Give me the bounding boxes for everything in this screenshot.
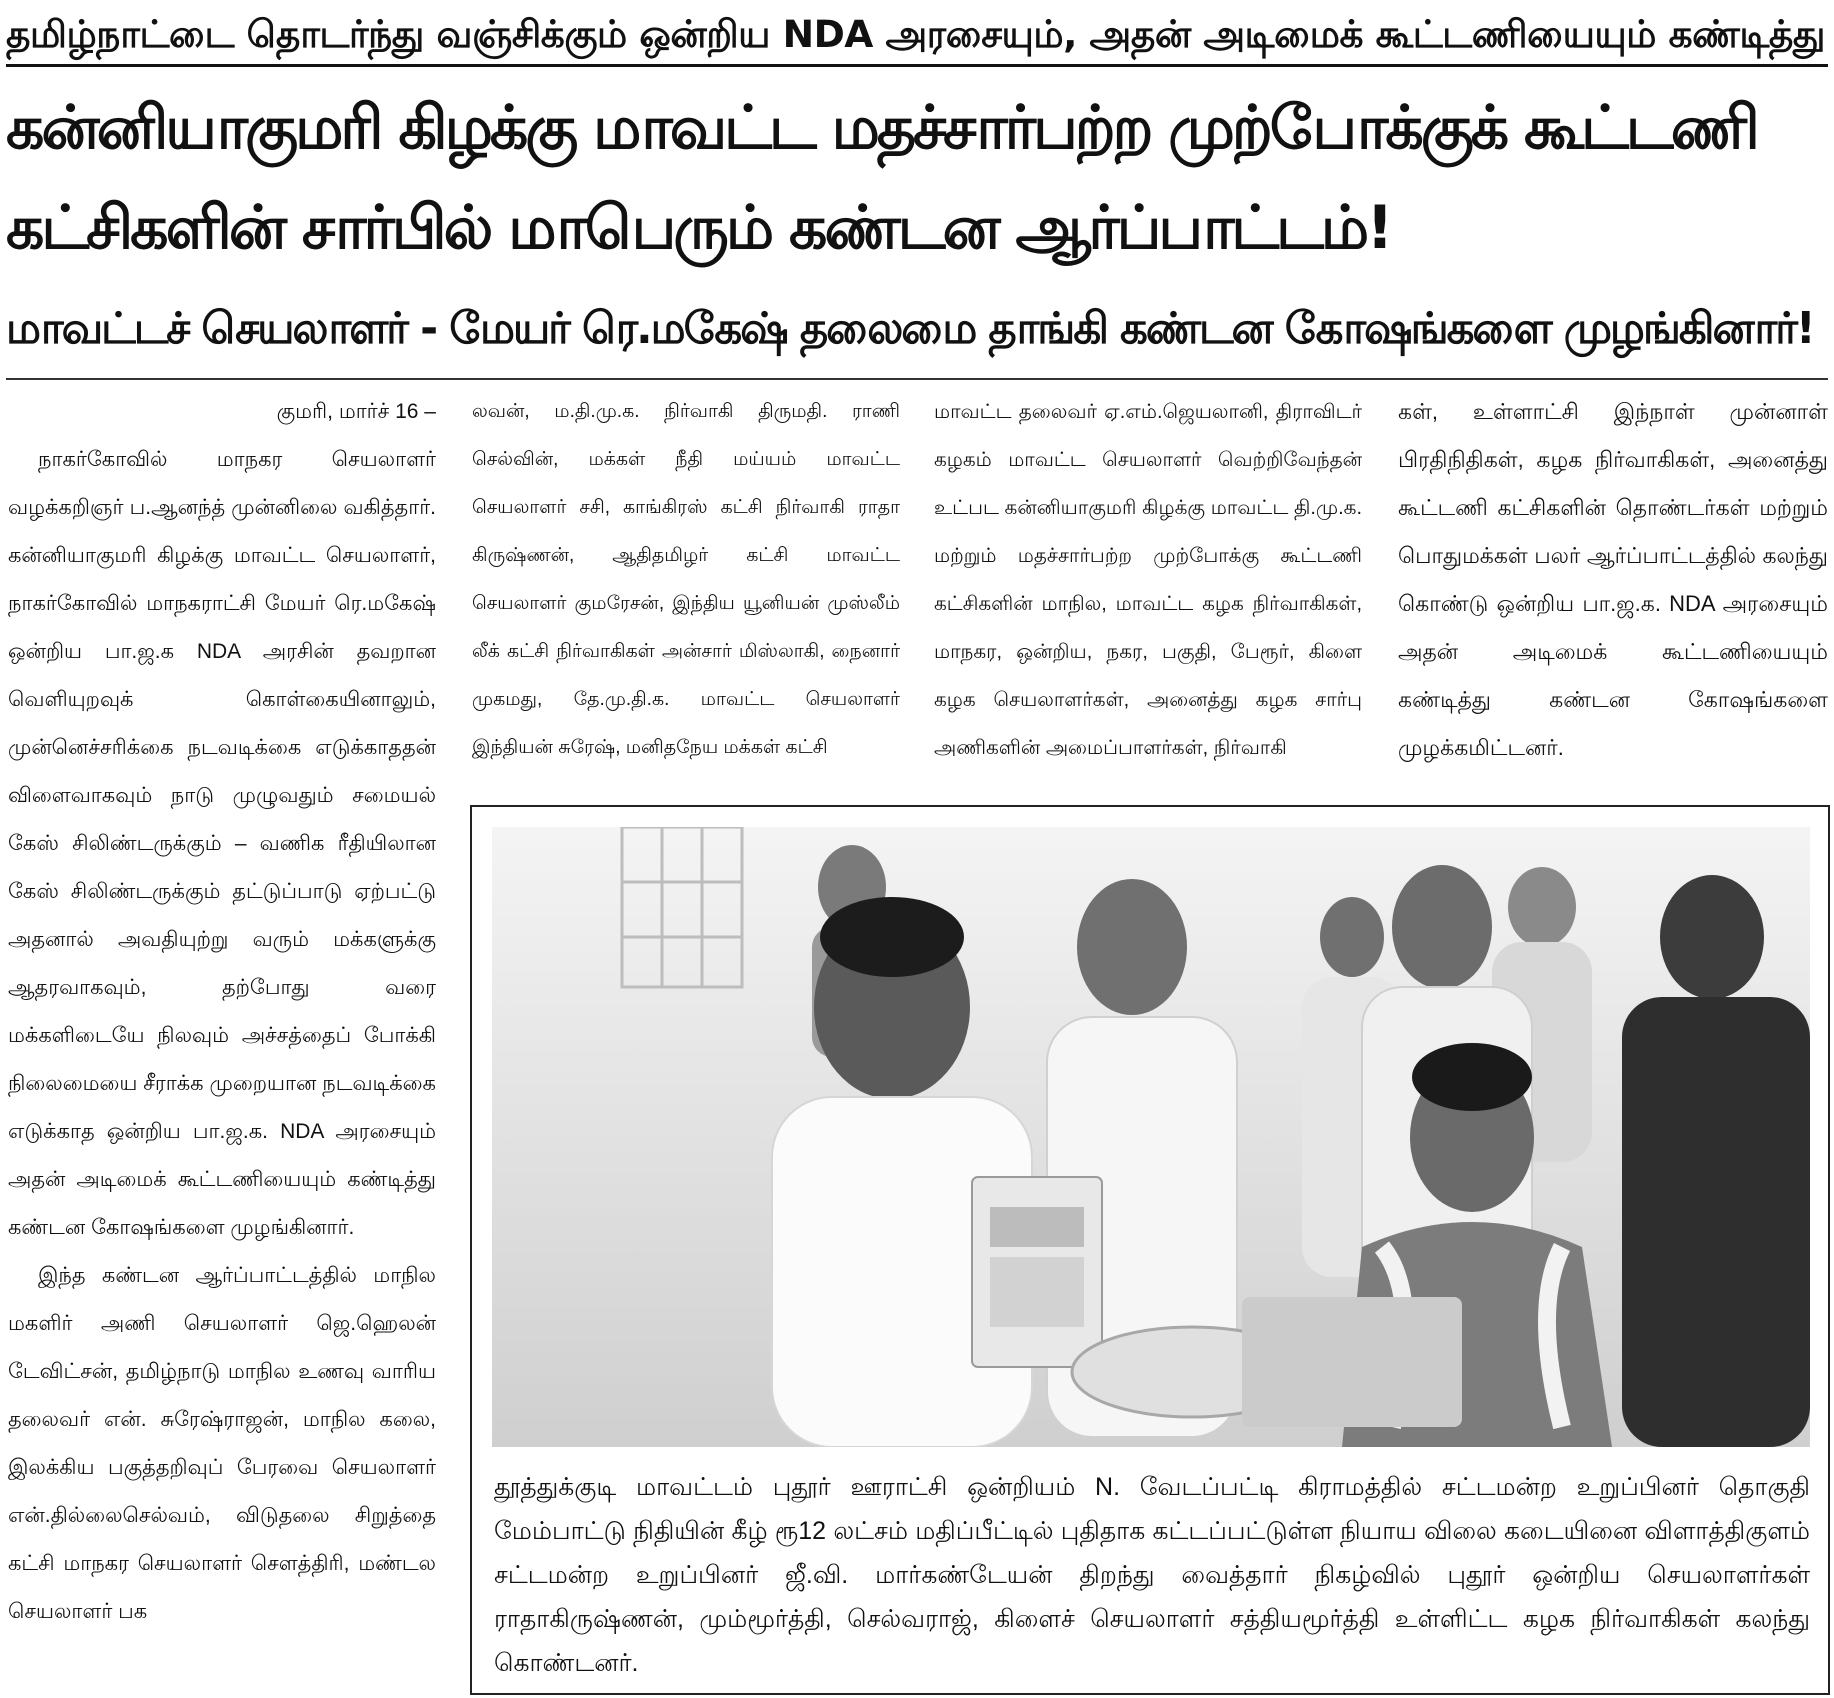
- article-column-2: [472, 388, 900, 798]
- sub-headline: மாவட்டச் செயலாளர் - மேயர் ரெ.மகேஷ் தலைமை தாங்கி கண்டன கோஷங்களை முழங்கினார்!: [6, 304, 1814, 354]
- kicker-headline: தமிழ்நாட்டை தொடர்ந்து வஞ்சிக்கும் ஒன்றிய NDA அரசையும், அதன் அடிமைக் கூட்டணியையும் கண்டித்து: [6, 6, 1828, 67]
- article-paragraph: மாவட்ட தலைவர் ஏ.எம்.ஜெயலானி, திராவிடர் கழகம் மாவட்ட செயலாளர் வெற்றிவேந்தன் உட்பட கன்னியாகுமரி கிழக்கு மாவட்ட தி.மு.க. மற்றும் மதச்சார்பற்ற முற்போக்கு கூட்டணி கட்சிகளின் மாநில, மாவட்ட கழக நிர்வாகிகள், மாநகர, ஒன்றிய, நகர, பகுதி, பேரூர், கிளை கழக செயலாளர்கள், அனைத்து கழக சார்பு அணிகளின் அமைப்பாளர்கள், நிர்வாகி: [934, 401, 1362, 759]
- article-paragraph: கள், உள்ளாட்சி இந்நாள் முன்னாள் பிரதிநிதிகள், கழக நிர்வாகிகள், அனைத்து கூட்டணி கட்சிகளின் தொண்டர்கள் மற்றும் பொதுமக்கள் பலர் ஆர்ப்பாட்டத்தில் கலந்து கொண்டு ஒன்றிய பா.ஜ.க. NDA அரசையும் அதன் அடிமைக் கூட்டணியையும் கண்டித்து கண்டன கோஷங்களை முழக்கமிட்டனர்.: [1398, 399, 1828, 760]
- news-photo: [492, 827, 1810, 1447]
- article-paragraph: இந்த கண்டன ஆர்ப்பாட்டத்தில் மாநில மகளிர் அணி செயலாளர் ஜெ.ஹெலன் டேவிட்சன், தமிழ்நாடு மாநில உணவு வாரிய தலைவர் என். சுரேஷ்ராஜன், மாநில கலை, இலக்கிய பகுத்தறிவுப் பேரவை செயலாளர் என்.தில்லைசெல்வம், விடுதலை சிறுத்தை கட்சி மாநகர செயலாளர் சௌத்திரி, மண்டல செயலாளர் பக: [8, 1264, 436, 1623]
- rice-bag: [972, 1177, 1102, 1367]
- photo-caption: தூத்துக்குடி மாவட்டம் புதூர் ஊராட்சி ஒன்றியம் N. வேடப்பட்டி கிராமத்தில் சட்டமன்ற உறுப்பினர் தொகுதி மேம்பாட்டு நிதியின் கீழ் ரூ12 லட்சம் மதிப்பீட்டில் புதிதாக கட்டப்பட்டுள்ள நியாய விலை கடையினை விளாத்திகுளம் சட்டமன்ற உறுப்பினர் ஜீ.வி. மார்கண்டேயன் திறந்து வைத்தார் நிகழ்வில் புதூர் ஒன்றிய செயலாளர்கள் ராதாகிருஷ்ணன், மும்மூர்த்தி, செல்வராஜ், கிளைச் செயலாளர் சத்தியமூர்த்தி உள்ளிட்ட கழக நிர்வாகிகள் கலந்து கொண்டனர்.: [494, 1473, 1810, 1677]
- dateline: குமரி, மார்ச் 16 –: [276, 400, 436, 423]
- divider: [6, 378, 1828, 380]
- article-paragraph: லவன், ம.தி.மு.க. நிர்வாகி திருமதி. ராணி செல்வின், மக்கள் நீதி மய்யம் மாவட்ட செயலாளர் சசி, காங்கிரஸ் கட்சி நிர்வாகி ராதா கிருஷ்ணன், ஆதிதமிழர் கட்சி மாவட்ட செயலாளர் குமரேசன், இந்திய யூனியன் முஸ்லீம் லீக் கட்சி நிர்வாகிகள் அன்சார் மிஸ்லாகி, நைனார் முகமது, தே.மு.தி.க. மாவட்ட செயலாளர் இந்தியன் சுரேஷ், மனிதநேய மக்கள் கட்சி: [472, 401, 900, 758]
- article-column-4: [1398, 388, 1828, 798]
- article-column-1: [8, 388, 436, 1696]
- cloth-bundle: [1242, 1297, 1462, 1427]
- article-column-3: [934, 388, 1362, 798]
- main-headline: கன்னியாகுமரி கிழக்கு மாவட்ட மதச்சார்பற்ற முற்போக்குக் கூட்டணி கட்சிகளின் சார்பில் மாபெரும் கண்டன ஆர்ப்பாட்டம்!: [6, 93, 1757, 263]
- photo-box: [470, 805, 1830, 1695]
- article-paragraph: நாகர்கோவில் மாநகர செயலாளர் வழக்கறிஞர் ப.ஆனந்த் முன்னிலை வகித்தார். கன்னியாகுமரி கிழக்கு மாவட்ட செயலாளர், நாகர்கோவில் மாநகராட்சி மேயர் ரெ.மகேஷ் ஒன்றிய பா.ஜ.க NDA அரசின் தவறான வெளியுறவுக் கொள்கையினாலும், முன்னெச்சரிக்கை நடவடிக்கை எடுக்காததன் விளைவாகவும் நாடு முழுவதும் சமையல் கேஸ் சிலிண்டருக்கும் – வணிக ரீதியிலான கேஸ் சிலிண்டருக்கும் தட்டுப்பாடு ஏற்பட்டு அதனால் அவதியுற்று வரும் மக்களுக்கு ஆதரவாகவும், தற்போது வரை மக்களிடையே நிலவும் அச்சத்தைப் போக்கி நிலைமையை சீராக்க முறையான நடவடிக்கை எடுக்காத ஒன்றிய பா.ஜ.க. NDA அரசையும் அதன் அடிமைக் கூட்டணியையும் கண்டித்து கண்டன கோஷங்களை முழங்கினார்.: [8, 448, 436, 1239]
